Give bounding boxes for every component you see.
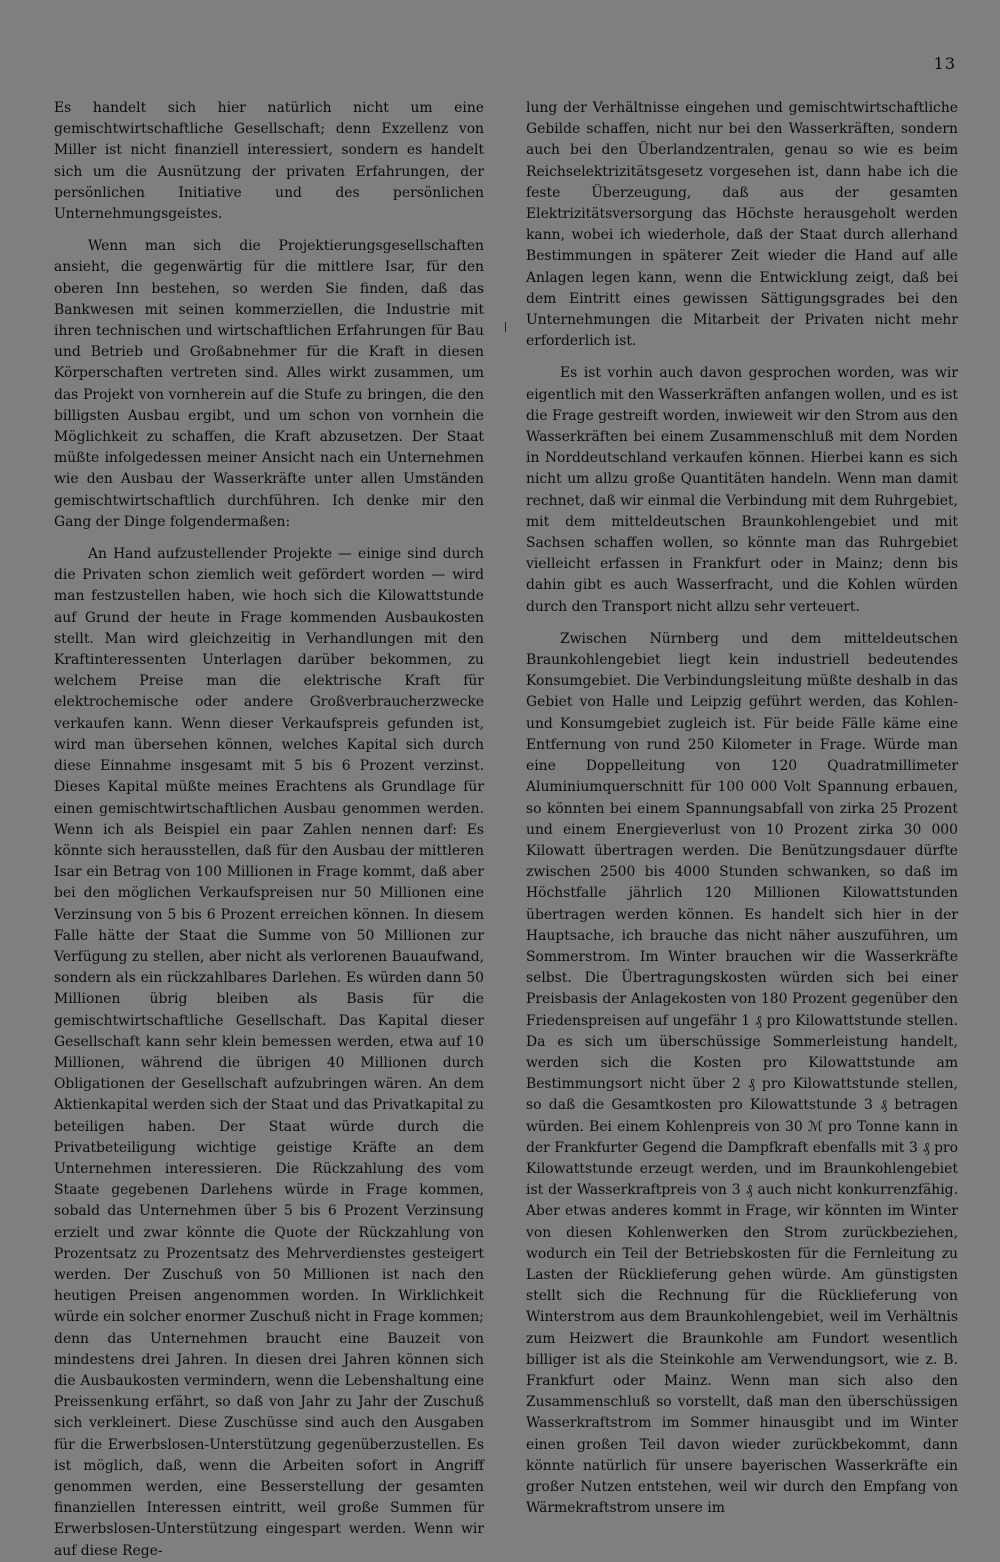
paragraph: Es ist vorhin auch davon gesprochen worden, was wir eigentlich mit den Wasserkräften anfangen wollen, und es ist die Frage gestreift worden, inwieweit wir den Strom aus den Wasserkräften bei einem Zusammenschluß mit dem Norden in Norddeutschland verkaufen können. Hierbei kann es sich nicht um allzu große Quantitäten handeln. Wenn man damit rechnet, daß wir einmal die Verbindung mit dem Ruhrgebiet, mit dem mitteldeutschen Braunkohlengebiet und mit Sachsen schaffen wollen, so könnte man das Ruhrgebiet vielleicht erfassen in Frankfurt oder in Mainz; denn bis dahin gibt es auch Wasserfracht, und die Kohlen würden durch den Transport nicht allzu sehr verteuert. <box>526 365 958 615</box>
paragraph: Zwischen Nürnberg und dem mitteldeutschen Braunkohlengebiet liegt kein industriell bedeutendes Konsumgebiet. Die Verbindungsleitung müßte deshalb in das Gebiet von Halle und Leipzig geführt werden, das Kohlen- und Konsumgebiet zugleich ist. Für beide Fälle käme eine Entfernung von rund 250 Kilometer in Frage. Würde man eine Doppelleitung von 120 Quadratmillimeter Aluminiumquerschnitt für 100 000 Volt Spannung erbauen, so könnten bei einem Spannungsabfall von zirka 25 Prozent und einem Energieverlust von 10 Prozent zirka 30 000 Kilowatt übertragen werden. Die Benützungsdauer dürfte zwischen 2500 bis 4000 Stunden schwanken, so daß im Höchstfalle jährlich 120 Millionen Kilowattstunden übertragen werden können. Es handelt sich hier in der Hauptsache, ich brauche das nicht näher auszuführen, um Sommerstrom. Im Winter brauchen wir die Wasserkräfte selbst. Die Übertragungskosten würden sich bei einer Preisbasis der Anlagekosten von 180 Prozent gegenüber den Friedenspreisen auf ungefähr 1 ₰ pro Kilowattstunde stellen. Da es sich um überschüssige Sommerleistung handelt, werden sich die Kosten pro Kilowattstunde am Bestimmungsort nicht über 2 ₰ pro Kilowattstunde stellen, so daß die Gesamtkosten pro Kilowattstunde 3 ₰ betragen würden. Bei einem Kohlenpreis von 30 ℳ pro Tonne kann in der Frankfurter Gegend die Dampfkraft ebenfalls mit 3 ₰ pro Kilowattstunde erzeugt werden, und im Braunkohlengebiet ist der Wasserkraftpreis von 3 ₰ auch nicht konkurrenzfähig. Aber etwas anderes kommt in Frage, wir könnten im Winter von diesen Kohlenwerken den Strom zurückbeziehen, wodurch ein Teil der Betriebskosten für die Fernleitung zu Lasten der Rücklieferung gehen würde. Am günstigsten stellt sich die Rechnung für die Rücklieferung von Winterstrom aus dem Braunkohlengebiet, weil im Verhältnis zum Heizwert die Braunkohle am Fundort wesentlich billiger ist als die Steinkohle am Verwendungsort, wie z. B. Frankfurt oder Mainz. Wenn man sich also den Zusammenschluß so vorstellt, daß man den überschüssigen Wasserkraftstrom im Sommer hinausgibt und im Winter einen großen Teil davon wieder zurückbekommt, dann könnte natürlich für unsere bayerischen Wasserkräfte ein großer Nutzen entstehen, weil wir durch den Empfang von Wärmekraftstrom unsere im <box>526 630 958 1517</box>
right-column <box>526 98 958 1519</box>
paragraph: lung der Verhältnisse eingehen und gemischtwirtschaftliche Gebilde schaffen, nicht nur bei den Wasserkräften, sondern auch bei den Überlandzentralen, genau so wie es beim Reichselektrizitätsgesetz vorgesehen ist, dann habe ich die feste Überzeugung, daß aus der gesamten Elektrizitätsversorgung das Höchste herausgeholt werden kann, wobei ich wiederhole, daß der Staat durch allerhand Bestimmungen in späterer Zeit wieder die Hand auf alle Anlagen legen kann, wenn die Entwicklung zeigt, daß bei dem Eintritt eines gewissen Sättigungsgrades bei den Unternehmungen die Mitarbeit der Privaten nicht mehr erforderlich ist. <box>526 100 958 350</box>
paragraph: Es handelt sich hier natürlich nicht um eine gemischtwirtschaftliche Gesellschaft; denn Exzellenz von Miller ist nicht finanziell interessiert, sondern es handelt sich um die Ausnützung der privaten Erfahrungen, der persönlichen Initiative und des persönlichen Unternehmungsgeistes. <box>54 100 484 223</box>
page-number: 13 <box>933 54 956 73</box>
left-column <box>54 98 484 1562</box>
paragraph: Wenn man sich die Projektierungsgesellschaften ansieht, die gegenwärtig für die mittlere Isar, für den oberen Inn bestehen, so werden Sie finden, daß das Bankwesen mit seinen kommerziellen, die Industrie mit ihren technischen und wirtschaftlichen Erfahrungen für Bau und Betrieb und Großabnehmer für die Kraft in diesen Körperschaften vertreten sind. Alles wirkt zusammen, um das Projekt von vornherein auf die Stufe zu bringen, die den billigsten Ausbau ergibt, und um schon von vornhein die Möglichkeit zu schaffen, die Kraft abzusetzen. Der Staat müßte infolgedessen meiner Ansicht nach ein Unternehmen wie den Ausbau der Wasserkräfte unter allen Umständen gemischtwirtschaftlich durchführen. Ich denke mir den Gang der Dinge folgendermaßen: <box>54 238 484 530</box>
column-divider-mark <box>505 322 506 332</box>
paragraph: An Hand aufzustellender Projekte — einige sind durch die Privaten schon ziemlich weit gefördert worden — wird man festzustellen haben, wie hoch sich die Kilowattstunde auf Grund der heute in Frage kommenden Ausbaukosten stellt. Man wird gleichzeitig in Verhandlungen mit den Kraftinteressenten Unterlagen darüber bekommen, zu welchem Preise man die elektrische Kraft für elektrochemische oder andere Großverbraucherzwecke verkaufen kann. Wenn dieser Verkaufspreis gefunden ist, wird man übersehen können, welches Kapital sich durch diese Einnahme insgesamt mit 5 bis 6 Prozent verzinst. Dieses Kapital müßte meines Erachtens als Grundlage für einen gemischtwirtschaftlichen Ausbau genommen werden. Wenn ich als Beispiel ein paar Zahlen nennen darf: Es könnte sich herausstellen, daß für den Ausbau der mittleren Isar ein Betrag von 100 Millionen in Frage kommt, daß aber bei den möglichen Verkaufspreisen nur 50 Millionen eine Verzinsung von 5 bis 6 Prozent erreichen können. In diesem Falle hätte der Staat die Summe von 50 Millionen zur Verfügung zu stellen, aber nicht als verlorenen Bauaufwand, sondern als ein rückzahlbares Darlehen. Es würden dann 50 Millionen übrig bleiben als Basis für die gemischtwirtschaftliche Gesellschaft. Das Kapital dieser Gesellschaft kann sehr klein bemessen werden, etwa auf 10 Millionen, während die übrigen 40 Millionen durch Obligationen der Gesellschaft aufzubringen wären. An dem Aktienkapital werden sich der Staat und das Privatkapital zu beteiligen haben. Der Staat würde durch die Privatbeteiligung wichtige geistige Kräfte an dem Unternehmen interessieren. Die Rückzahlung des vom Staate gegebenen Darlehens würde in Frage kommen, sobald das Unternehmen über 5 bis 6 Prozent Verzinsung erzielt und zwar könnte die Quote der Rückzahlung von Prozentsatz zu Prozentsatz des Mehrverdienstes gesteigert werden. Der Zuschuß von 50 Millionen ist nach den heutigen Preisen angenommen worden. In Wirklichkeit würde ein solcher enormer Zuschuß nicht in Frage kommen; denn das Unternehmen braucht eine Bauzeit von mindestens drei Jahren. In diesen drei Jahren können sich die Ausbaukosten vermindern, wenn die Lebenshaltung eine Preissenkung erfährt, so daß von Jahr zu Jahr der Zuschuß sich verkleinert. Diese Zuschüsse sind auch den Ausgaben für die Erwerbslosen-Unterstützung gegenüberzustellen. Es ist möglich, daß, wenn die Arbeiten sofort in Angriff genommen werden, eine Besserstellung der gesamten finanziellen Interessen eintritt, weil große Summen für Erwerbslosen-Unterstützung eingespart werden. Wenn wir auf diese Rege- <box>54 546 484 1559</box>
